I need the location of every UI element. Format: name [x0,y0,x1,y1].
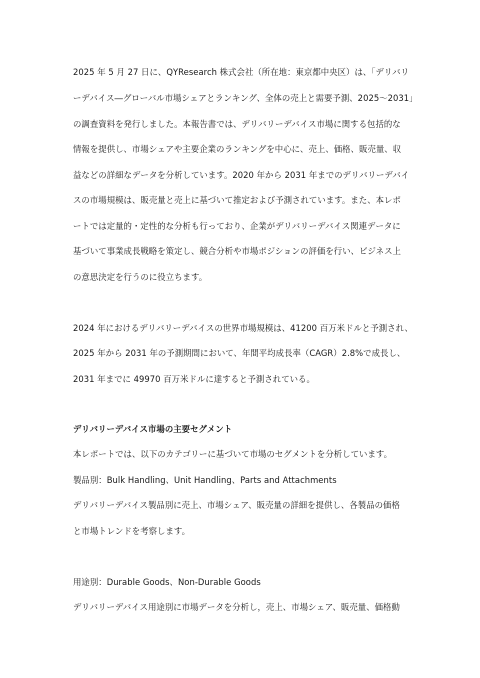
product-segment-line: 製品別：Bulk Handling、Unit Handling、Parts and Attachments [73,475,337,485]
intro-line: ーデバイス―グローバル市場シェアとランキング、全体の売上と需要予測、2025～2031」 [73,93,418,103]
application-segment-line: 用途別：Durable Goods、Non-Durable Goods [73,577,261,587]
intro-line: 情報を提供し、市場シェアや主要企業のランキングを中心に、売上、価格、販売量、収 [73,144,402,154]
intro-line: の意思決定を行うのに役立ちます。 [73,272,208,282]
intro-line: 基づいて事業成長戦略を策定し、競合分析や市場ポジションの評価を行い、ビジネス上 [73,246,401,256]
intro-line: 益などの詳細なデータを分析しています。2020 年から 2031 年までのデリバリーデバイ [73,170,410,180]
intro-line: の調査資料を発行しました。本報告書では、デリバリーデバイス市場に関する包括的な [73,119,401,129]
intro-line: スの市場規模は、販売量と売上に基づいて推定および予測されています。また、本レポ [73,195,401,205]
segment-intro: 本レポートでは、以下のカテゴリーに基づいて市場のセグメントを分析しています。 [73,449,393,459]
market-line: 2031 年までに 49970 百万米ドルに達すると予測されている。 [73,374,315,384]
market-line: 2025 年から 2031 年の予測期間において、年間平均成長率（CAGR）2.8%で成長し、 [73,348,406,358]
intro-line: ートでは定量的・定性的な分析も行っており、企業がデリバリーデバイス関連データに [73,221,401,231]
segment-heading: デリバリーデバイス市場の主要セグメント [73,424,233,434]
application-desc-line: デリバリーデバイス用途別に市場データを分析し，売上、市場シェア、販売量、価格動 [73,602,400,612]
product-desc-line: と市場トレンドを考察します。 [73,526,191,536]
product-desc-line: デリバリーデバイス製品別に売上、市場シェア、販売量の詳細を提供し、各製品の価格 [73,500,400,510]
intro-line: 2025 年 5 月 27 日に、QYResearch 株式会社（所在地：東京都中央区）は、「デリバリ [73,67,409,77]
market-line: 2024 年におけるデリバリーデバイスの世界市場規模は、41200 百万米ドルと予測され、 [73,323,413,333]
